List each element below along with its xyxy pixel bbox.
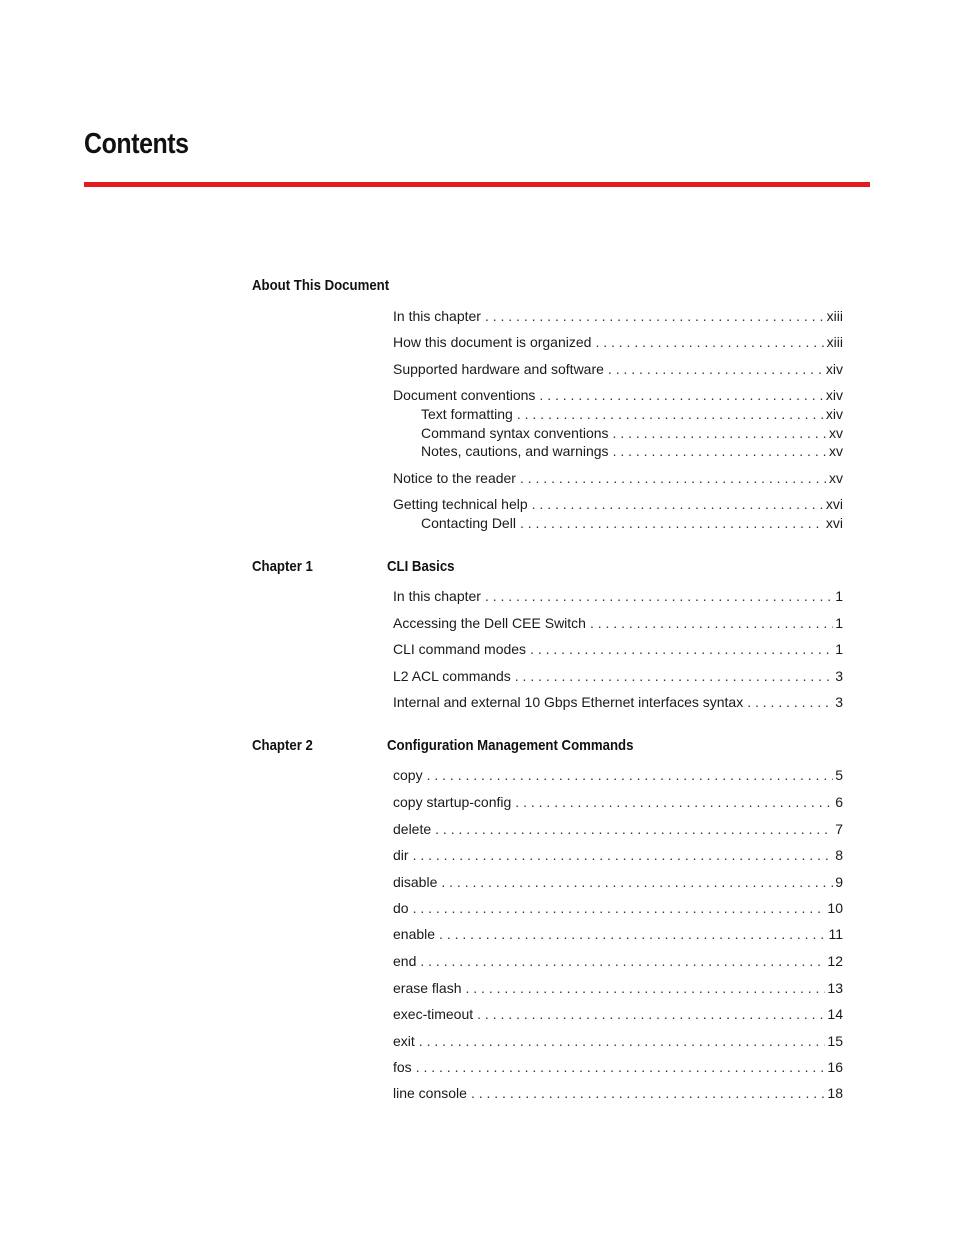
toc-page-number: 16 bbox=[827, 1059, 843, 1075]
toc-entry[interactable] bbox=[393, 926, 843, 944]
toc-page-number: 3 bbox=[835, 694, 843, 710]
toc-entry-text: line console bbox=[393, 1085, 467, 1101]
page-title: Contents bbox=[84, 128, 189, 160]
toc-page-number: xiii bbox=[826, 308, 843, 324]
dot-leader bbox=[420, 953, 825, 969]
dot-leader bbox=[441, 874, 833, 890]
toc-entry-text: exec-timeout bbox=[393, 1006, 474, 1022]
toc-entry-text: Contacting Dell bbox=[421, 515, 516, 531]
toc-entry-text: Notice to the reader bbox=[393, 470, 516, 486]
toc-page-number: 9 bbox=[835, 874, 843, 890]
dot-leader bbox=[530, 641, 833, 657]
toc-page-number: 5 bbox=[835, 767, 843, 783]
dot-leader bbox=[613, 443, 827, 459]
toc-entry-text: fos bbox=[393, 1059, 412, 1075]
toc-entry-text: Text formatting bbox=[421, 406, 513, 422]
toc-entry-text: disable bbox=[393, 874, 438, 890]
toc-entry[interactable] bbox=[393, 1033, 843, 1051]
toc-page-number: 15 bbox=[827, 1033, 843, 1049]
section-title-about: About This Document bbox=[252, 277, 390, 294]
toc-entry[interactable] bbox=[393, 900, 843, 918]
dot-leader bbox=[532, 496, 824, 512]
toc-page-number: 12 bbox=[827, 953, 843, 969]
toc-entry[interactable] bbox=[393, 668, 843, 686]
toc-entry[interactable] bbox=[393, 953, 843, 971]
toc-page-number: 1 bbox=[835, 615, 843, 631]
toc-entry-text: dir bbox=[393, 847, 409, 863]
toc-entry[interactable] bbox=[393, 615, 843, 633]
toc-entry[interactable] bbox=[393, 361, 843, 379]
toc-entry-text: Supported hardware and software bbox=[393, 361, 604, 377]
toc-subentry[interactable] bbox=[421, 425, 843, 443]
toc-entry-text: Document conventions bbox=[393, 387, 536, 403]
toc-entry-text: copy startup-config bbox=[393, 794, 512, 810]
toc-entry-text: Command syntax conventions bbox=[421, 425, 609, 441]
dot-leader bbox=[471, 1085, 825, 1101]
dot-leader bbox=[613, 425, 827, 441]
toc-entry-text: L2 ACL commands bbox=[393, 668, 511, 684]
toc-page-number: 1 bbox=[835, 641, 843, 657]
toc-page-number: xv bbox=[829, 443, 843, 459]
toc-subentry[interactable] bbox=[421, 515, 843, 533]
toc-subentry[interactable] bbox=[421, 406, 843, 424]
dot-leader bbox=[419, 1033, 826, 1049]
toc-entry-text: Internal and external 10 Gbps Ethernet interfaces syntax bbox=[393, 694, 744, 710]
toc-entry[interactable] bbox=[393, 334, 843, 352]
chapter-label: Chapter 1 bbox=[252, 558, 313, 575]
toc-page-number: 6 bbox=[835, 794, 843, 810]
toc-entry-text: exit bbox=[393, 1033, 415, 1049]
dot-leader bbox=[520, 470, 827, 486]
toc-page-number: 14 bbox=[827, 1006, 843, 1022]
toc-page-number: xv bbox=[829, 425, 843, 441]
toc-entry[interactable] bbox=[393, 874, 843, 892]
toc-entry-text: delete bbox=[393, 821, 432, 837]
toc-entry-text: Getting technical help bbox=[393, 496, 528, 512]
toc-entry[interactable] bbox=[393, 641, 843, 659]
toc-entry-text: In this chapter bbox=[393, 588, 481, 604]
dot-leader bbox=[485, 308, 825, 324]
toc-page-number: 11 bbox=[828, 926, 843, 942]
dot-leader bbox=[515, 668, 833, 684]
dot-leader bbox=[595, 334, 824, 350]
toc-entry[interactable] bbox=[393, 794, 843, 812]
toc-page-number: xvi bbox=[825, 496, 843, 512]
toc-subentry[interactable] bbox=[421, 443, 843, 461]
dot-leader bbox=[520, 515, 824, 531]
dot-leader bbox=[590, 615, 833, 631]
dot-leader bbox=[435, 821, 833, 837]
toc-entry[interactable] bbox=[393, 1059, 843, 1077]
chapter-title: Configuration Management Commands bbox=[387, 737, 634, 754]
toc-entry[interactable] bbox=[393, 496, 843, 514]
toc-page-number: 13 bbox=[827, 980, 843, 996]
toc-entry[interactable] bbox=[393, 387, 843, 405]
title-rule bbox=[84, 182, 870, 187]
toc-entry-text: erase flash bbox=[393, 980, 462, 996]
toc-entry-text: How this document is organized bbox=[393, 334, 592, 350]
toc-entry[interactable] bbox=[393, 588, 843, 606]
dot-leader bbox=[515, 794, 833, 810]
toc-entry-text: Notes, cautions, and warnings bbox=[421, 443, 609, 459]
dot-leader bbox=[413, 900, 826, 916]
toc-entry-text: do bbox=[393, 900, 409, 916]
dot-leader bbox=[477, 1006, 825, 1022]
dot-leader bbox=[539, 387, 823, 403]
toc-entry-text: enable bbox=[393, 926, 436, 942]
toc-entry-text: end bbox=[393, 953, 417, 969]
toc-entry[interactable] bbox=[393, 1085, 843, 1103]
dot-leader bbox=[427, 767, 834, 783]
toc-page-number: xiv bbox=[825, 387, 843, 403]
toc-entry[interactable] bbox=[393, 308, 843, 326]
chapter-label: Chapter 2 bbox=[252, 737, 313, 754]
toc-page-number: xiv bbox=[825, 406, 843, 422]
toc-page-number: 8 bbox=[835, 847, 843, 863]
dot-leader bbox=[485, 588, 833, 604]
toc-entry-text: In this chapter bbox=[393, 308, 481, 324]
toc-entry-text: Accessing the Dell CEE Switch bbox=[393, 615, 586, 631]
toc-entry[interactable] bbox=[393, 1006, 843, 1024]
toc-entry-text: copy bbox=[393, 767, 423, 783]
dot-leader bbox=[517, 406, 824, 422]
dot-leader bbox=[465, 980, 825, 996]
dot-leader bbox=[747, 694, 833, 710]
toc-page-number: xiv bbox=[825, 361, 843, 377]
toc-page-number: 7 bbox=[835, 821, 843, 837]
toc-page-number: 18 bbox=[827, 1085, 843, 1101]
toc-page-number: xiii bbox=[826, 334, 843, 350]
toc-entry[interactable] bbox=[393, 847, 843, 865]
toc-page-number: 10 bbox=[827, 900, 843, 916]
toc-entry[interactable] bbox=[393, 694, 843, 712]
toc-entry[interactable] bbox=[393, 767, 843, 785]
toc-page-number: 1 bbox=[835, 588, 843, 604]
toc-page-number: xvi bbox=[825, 515, 843, 531]
toc-entry-text: CLI command modes bbox=[393, 641, 527, 657]
dot-leader bbox=[608, 361, 824, 377]
toc-page-number: 3 bbox=[835, 668, 843, 684]
toc-page-number: xv bbox=[829, 470, 843, 486]
chapter-title: CLI Basics bbox=[387, 558, 455, 575]
dot-leader bbox=[413, 847, 834, 863]
dot-leader bbox=[439, 926, 826, 942]
toc-entry[interactable] bbox=[393, 821, 843, 839]
toc-entry[interactable] bbox=[393, 980, 843, 998]
dot-leader bbox=[416, 1059, 826, 1075]
toc-entry[interactable] bbox=[393, 470, 843, 488]
